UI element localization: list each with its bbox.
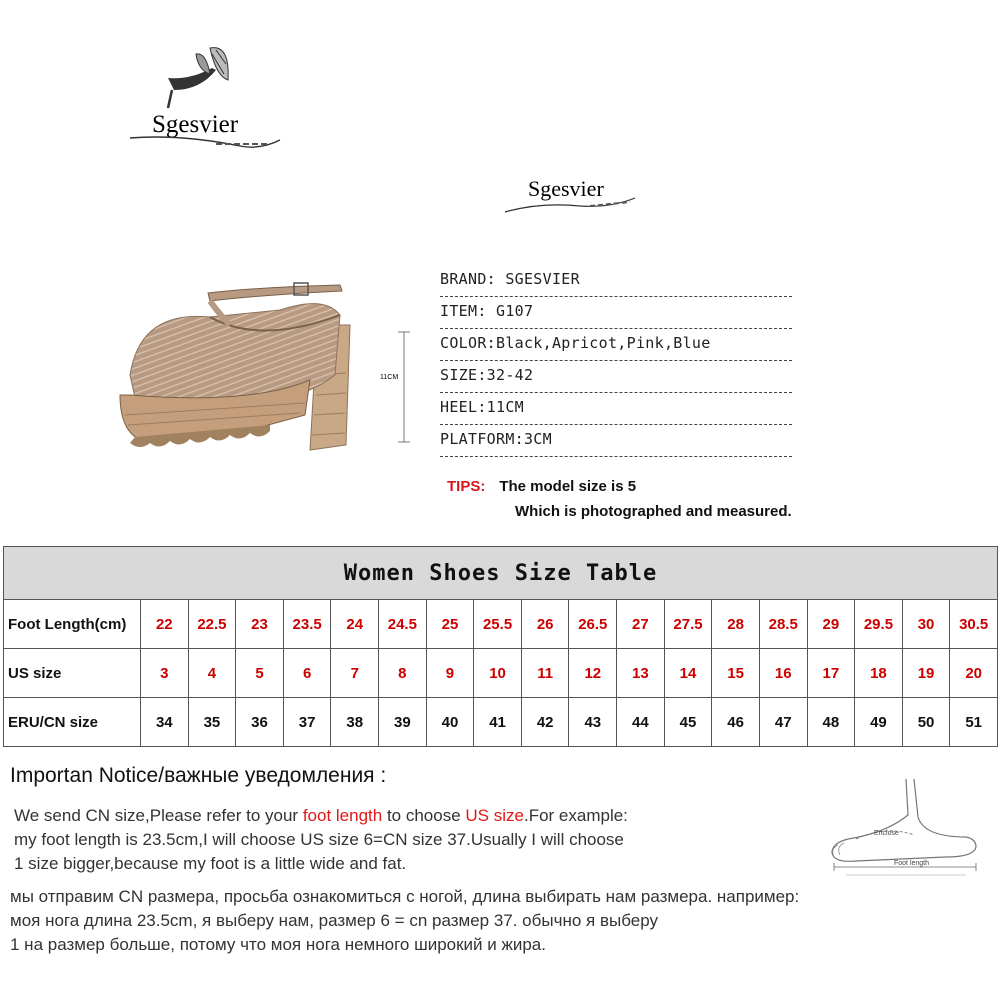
spec-color: COLOR:Black,Apricot,Pink,Blue bbox=[440, 329, 792, 361]
size-cell: 8 bbox=[379, 649, 427, 698]
us-size-highlight: US size bbox=[465, 806, 524, 825]
size-cell: 28 bbox=[712, 600, 760, 649]
size-cell: 27.5 bbox=[664, 600, 712, 649]
size-cell: 25.5 bbox=[474, 600, 522, 649]
size-cell: 39 bbox=[379, 698, 427, 747]
size-cell: 35 bbox=[188, 698, 236, 747]
svg-text:Sgesvier: Sgesvier bbox=[528, 176, 604, 201]
size-cell: 11 bbox=[521, 649, 569, 698]
size-cell: 48 bbox=[807, 698, 855, 747]
size-table bbox=[3, 546, 998, 747]
size-cell: 13 bbox=[617, 649, 665, 698]
svg-text:Sgesvier: Sgesvier bbox=[152, 111, 239, 138]
size-cell: 12 bbox=[569, 649, 617, 698]
size-cell: 22 bbox=[141, 600, 189, 649]
size-cell: 22.5 bbox=[188, 600, 236, 649]
tips bbox=[447, 478, 636, 495]
size-cell: 29.5 bbox=[855, 600, 903, 649]
brand-logo bbox=[120, 40, 290, 160]
size-cell: 26.5 bbox=[569, 600, 617, 649]
size-cell: 7 bbox=[331, 649, 379, 698]
notice-ru-line2: моя нога длина 23.5cm, я выберу нам, размер 6 = cn размер 37. обычно я выберу bbox=[10, 911, 658, 930]
size-cell: 4 bbox=[188, 649, 236, 698]
size-table-title: Women Shoes Size Table bbox=[4, 547, 998, 600]
size-cell: 30.5 bbox=[950, 600, 998, 649]
size-cell: 43 bbox=[569, 698, 617, 747]
size-cell: 27 bbox=[617, 600, 665, 649]
size-cell: 40 bbox=[426, 698, 474, 747]
row-label: US size bbox=[4, 649, 141, 698]
size-cell: 38 bbox=[331, 698, 379, 747]
size-cell: 23 bbox=[236, 600, 284, 649]
heel-height-indicator bbox=[380, 330, 410, 445]
shoe-image bbox=[110, 255, 360, 480]
spec-brand: BRAND: SGESVIER bbox=[440, 265, 792, 297]
notice-ru-line1: мы отправим CN размера, просьба ознакомиться с ногой, длина выбирать нам размера. например: bbox=[10, 887, 800, 906]
size-cell: 24.5 bbox=[379, 600, 427, 649]
size-cell: 23.5 bbox=[283, 600, 331, 649]
notice-title: Importan Notice/важные уведомления : bbox=[10, 764, 387, 787]
notice-en-line3: 1 size bigger,because my foot is a little wide and fat. bbox=[14, 854, 407, 873]
spec-heel: HEEL:11CM bbox=[440, 393, 792, 425]
size-cell: 9 bbox=[426, 649, 474, 698]
size-cell: 50 bbox=[902, 698, 950, 747]
brand-logo-secondary bbox=[500, 168, 650, 218]
foot-length-highlight: foot length bbox=[302, 806, 383, 825]
size-cell: 47 bbox=[759, 698, 807, 747]
size-cell: 45 bbox=[664, 698, 712, 747]
spec-size: SIZE:32-42 bbox=[440, 361, 792, 393]
size-cell: 37 bbox=[283, 698, 331, 747]
spec-item: ITEM: G107 bbox=[440, 297, 792, 329]
notice-russian bbox=[10, 885, 799, 957]
size-cell: 41 bbox=[474, 698, 522, 747]
enclose-label: Enclose bbox=[874, 830, 899, 837]
size-cell: 19 bbox=[902, 649, 950, 698]
size-cell: 28.5 bbox=[759, 600, 807, 649]
foot-length-row bbox=[4, 600, 998, 649]
row-label: ERU/CN size bbox=[4, 698, 141, 747]
size-cell: 16 bbox=[759, 649, 807, 698]
size-cell: 44 bbox=[617, 698, 665, 747]
size-cell: 24 bbox=[331, 600, 379, 649]
size-cell: 25 bbox=[426, 600, 474, 649]
size-cell: 15 bbox=[712, 649, 760, 698]
notice-en-line1: We send CN size,Please refer to your foot length to choose US size.For example: bbox=[14, 806, 628, 825]
size-cell: 34 bbox=[141, 698, 189, 747]
size-cell: 5 bbox=[236, 649, 284, 698]
svg-text:11CM: 11CM bbox=[380, 374, 399, 381]
size-cell: 46 bbox=[712, 698, 760, 747]
tips-line1: The model size is 5 bbox=[499, 478, 637, 495]
size-cell: 17 bbox=[807, 649, 855, 698]
size-cell: 18 bbox=[855, 649, 903, 698]
size-cell: 29 bbox=[807, 600, 855, 649]
spec-platform: PLATFORM:3CM bbox=[440, 425, 792, 457]
size-cell: 20 bbox=[950, 649, 998, 698]
size-cell: 3 bbox=[141, 649, 189, 698]
cn-size-row bbox=[4, 698, 998, 747]
notice-ru-line3: 1 на размер больше, потому что моя нога немного широкий и жира. bbox=[10, 935, 546, 954]
notice-english bbox=[14, 804, 628, 876]
tips-line2: Which is photographed and measured. bbox=[515, 503, 792, 520]
size-cell: 6 bbox=[283, 649, 331, 698]
size-cell: 51 bbox=[950, 698, 998, 747]
us-size-row bbox=[4, 649, 998, 698]
product-specs bbox=[440, 265, 792, 457]
tips-label: TIPS: bbox=[447, 478, 486, 495]
size-cell: 14 bbox=[664, 649, 712, 698]
size-cell: 26 bbox=[521, 600, 569, 649]
size-cell: 49 bbox=[855, 698, 903, 747]
size-cell: 36 bbox=[236, 698, 284, 747]
size-cell: 42 bbox=[521, 698, 569, 747]
foot-measure-diagram bbox=[826, 777, 986, 877]
size-cell: 10 bbox=[474, 649, 522, 698]
foot-length-label: Foot length bbox=[894, 860, 930, 867]
row-label: Foot Length(cm) bbox=[4, 600, 141, 649]
butterfly-heel-icon bbox=[168, 48, 228, 108]
size-cell: 30 bbox=[902, 600, 950, 649]
notice-en-line2: my foot length is 23.5cm,I will choose US size 6=CN size 37.Usually I will choose bbox=[14, 830, 624, 849]
